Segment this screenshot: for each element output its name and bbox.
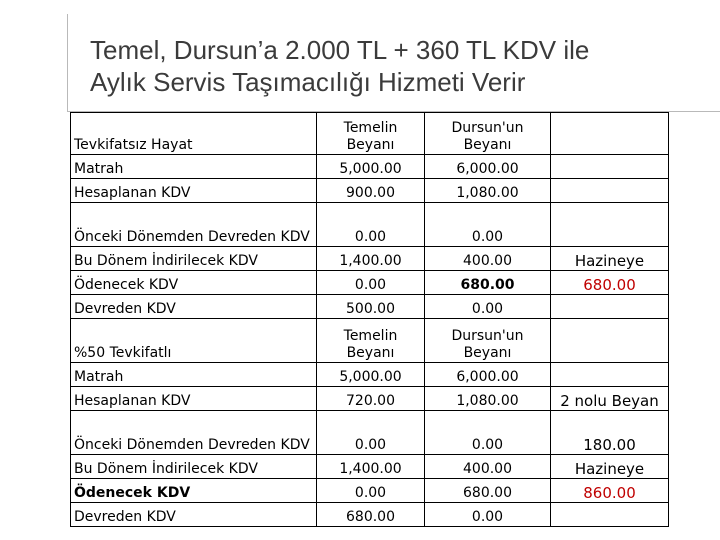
table-row: [71, 155, 669, 179]
dursun-value: 6,000.00: [425, 363, 551, 387]
extra-value: [551, 179, 669, 203]
table-row: [71, 455, 669, 479]
slide-frame-left-rule: [67, 14, 68, 112]
temel-value: 720.00: [317, 387, 425, 411]
table-row: [71, 387, 669, 411]
beyan-amount: 180.00: [551, 411, 669, 455]
table-row: [71, 203, 669, 247]
hazineye-amount: 680.00: [551, 271, 669, 295]
dursun-value: 1,080.00: [425, 179, 551, 203]
temel-value: 0.00: [317, 203, 425, 247]
temel-value: 1,400.00: [317, 247, 425, 271]
table-row: [71, 503, 669, 527]
section-title: Tevkifatsız Hayat: [71, 113, 317, 155]
column-header-temel: Temelin Beyanı: [317, 319, 425, 363]
temel-value: 900.00: [317, 179, 425, 203]
temel-value: 500.00: [317, 295, 425, 319]
temel-value: 0.00: [317, 271, 425, 295]
table-row: [71, 271, 669, 295]
table-row: [71, 247, 669, 271]
dursun-value: 0.00: [425, 203, 551, 247]
row-label: Ödenecek KDV: [71, 479, 317, 503]
dursun-value: 0.00: [425, 503, 551, 527]
dursun-value: 400.00: [425, 247, 551, 271]
column-header-dursun: Dursun'un Beyanı: [425, 319, 551, 363]
extra-value: [551, 503, 669, 527]
dursun-value: 1,080.00: [425, 387, 551, 411]
row-label: Önceki Dönemden Devreden KDV: [71, 411, 317, 455]
row-label: Devreden KDV: [71, 295, 317, 319]
section-title: %50 Tevkifatlı: [71, 319, 317, 363]
table-row: [71, 295, 669, 319]
row-label: Ödenecek KDV: [71, 271, 317, 295]
column-header-dursun: Dursun'un Beyanı: [425, 113, 551, 155]
column-header-extra: [551, 319, 669, 363]
hazineye-amount: 860.00: [551, 479, 669, 503]
extra-value: [551, 203, 669, 247]
section-header-row: [71, 113, 669, 155]
dursun-value: 0.00: [425, 295, 551, 319]
row-label: Matrah: [71, 363, 317, 387]
row-label: Bu Dönem İndirilecek KDV: [71, 455, 317, 479]
row-label: Önceki Dönemden Devreden KDV: [71, 203, 317, 247]
temel-value: 0.00: [317, 411, 425, 455]
row-label: Hesaplanan KDV: [71, 387, 317, 411]
dursun-value: 680.00: [425, 271, 551, 295]
extra-value: [551, 155, 669, 179]
row-label: Devreden KDV: [71, 503, 317, 527]
temel-value: 680.00: [317, 503, 425, 527]
slide-title-line-1: Temel, Dursun’a 2.000 TL + 360 TL KDV ile: [90, 35, 590, 65]
dursun-value: 6,000.00: [425, 155, 551, 179]
extra-value: [551, 363, 669, 387]
column-header-temel: Temelin Beyanı: [317, 113, 425, 155]
row-label: Bu Dönem İndirilecek KDV: [71, 247, 317, 271]
beyan-label: 2 nolu Beyan: [551, 387, 669, 411]
slide-title-line-2: Aylık Servis Taşımacılığı Hizmeti Verir: [90, 67, 526, 97]
temel-value: 1,400.00: [317, 455, 425, 479]
extra-value: [551, 295, 669, 319]
temel-value: 5,000.00: [317, 155, 425, 179]
dursun-value: 0.00: [425, 411, 551, 455]
kdv-table: [70, 112, 669, 527]
section-header-row: [71, 319, 669, 363]
table-row: [71, 411, 669, 455]
row-label: Matrah: [71, 155, 317, 179]
hazineye-label: Hazineye: [551, 455, 669, 479]
row-label: Hesaplanan KDV: [71, 179, 317, 203]
table-row: [71, 479, 669, 503]
temel-value: 5,000.00: [317, 363, 425, 387]
table-row: [71, 179, 669, 203]
dursun-value: 400.00: [425, 455, 551, 479]
table-row: [71, 363, 669, 387]
column-header-extra: [551, 113, 669, 155]
slide-title: [90, 34, 710, 98]
temel-value: 0.00: [317, 479, 425, 503]
dursun-value: 680.00: [425, 479, 551, 503]
hazineye-label: Hazineye: [551, 247, 669, 271]
